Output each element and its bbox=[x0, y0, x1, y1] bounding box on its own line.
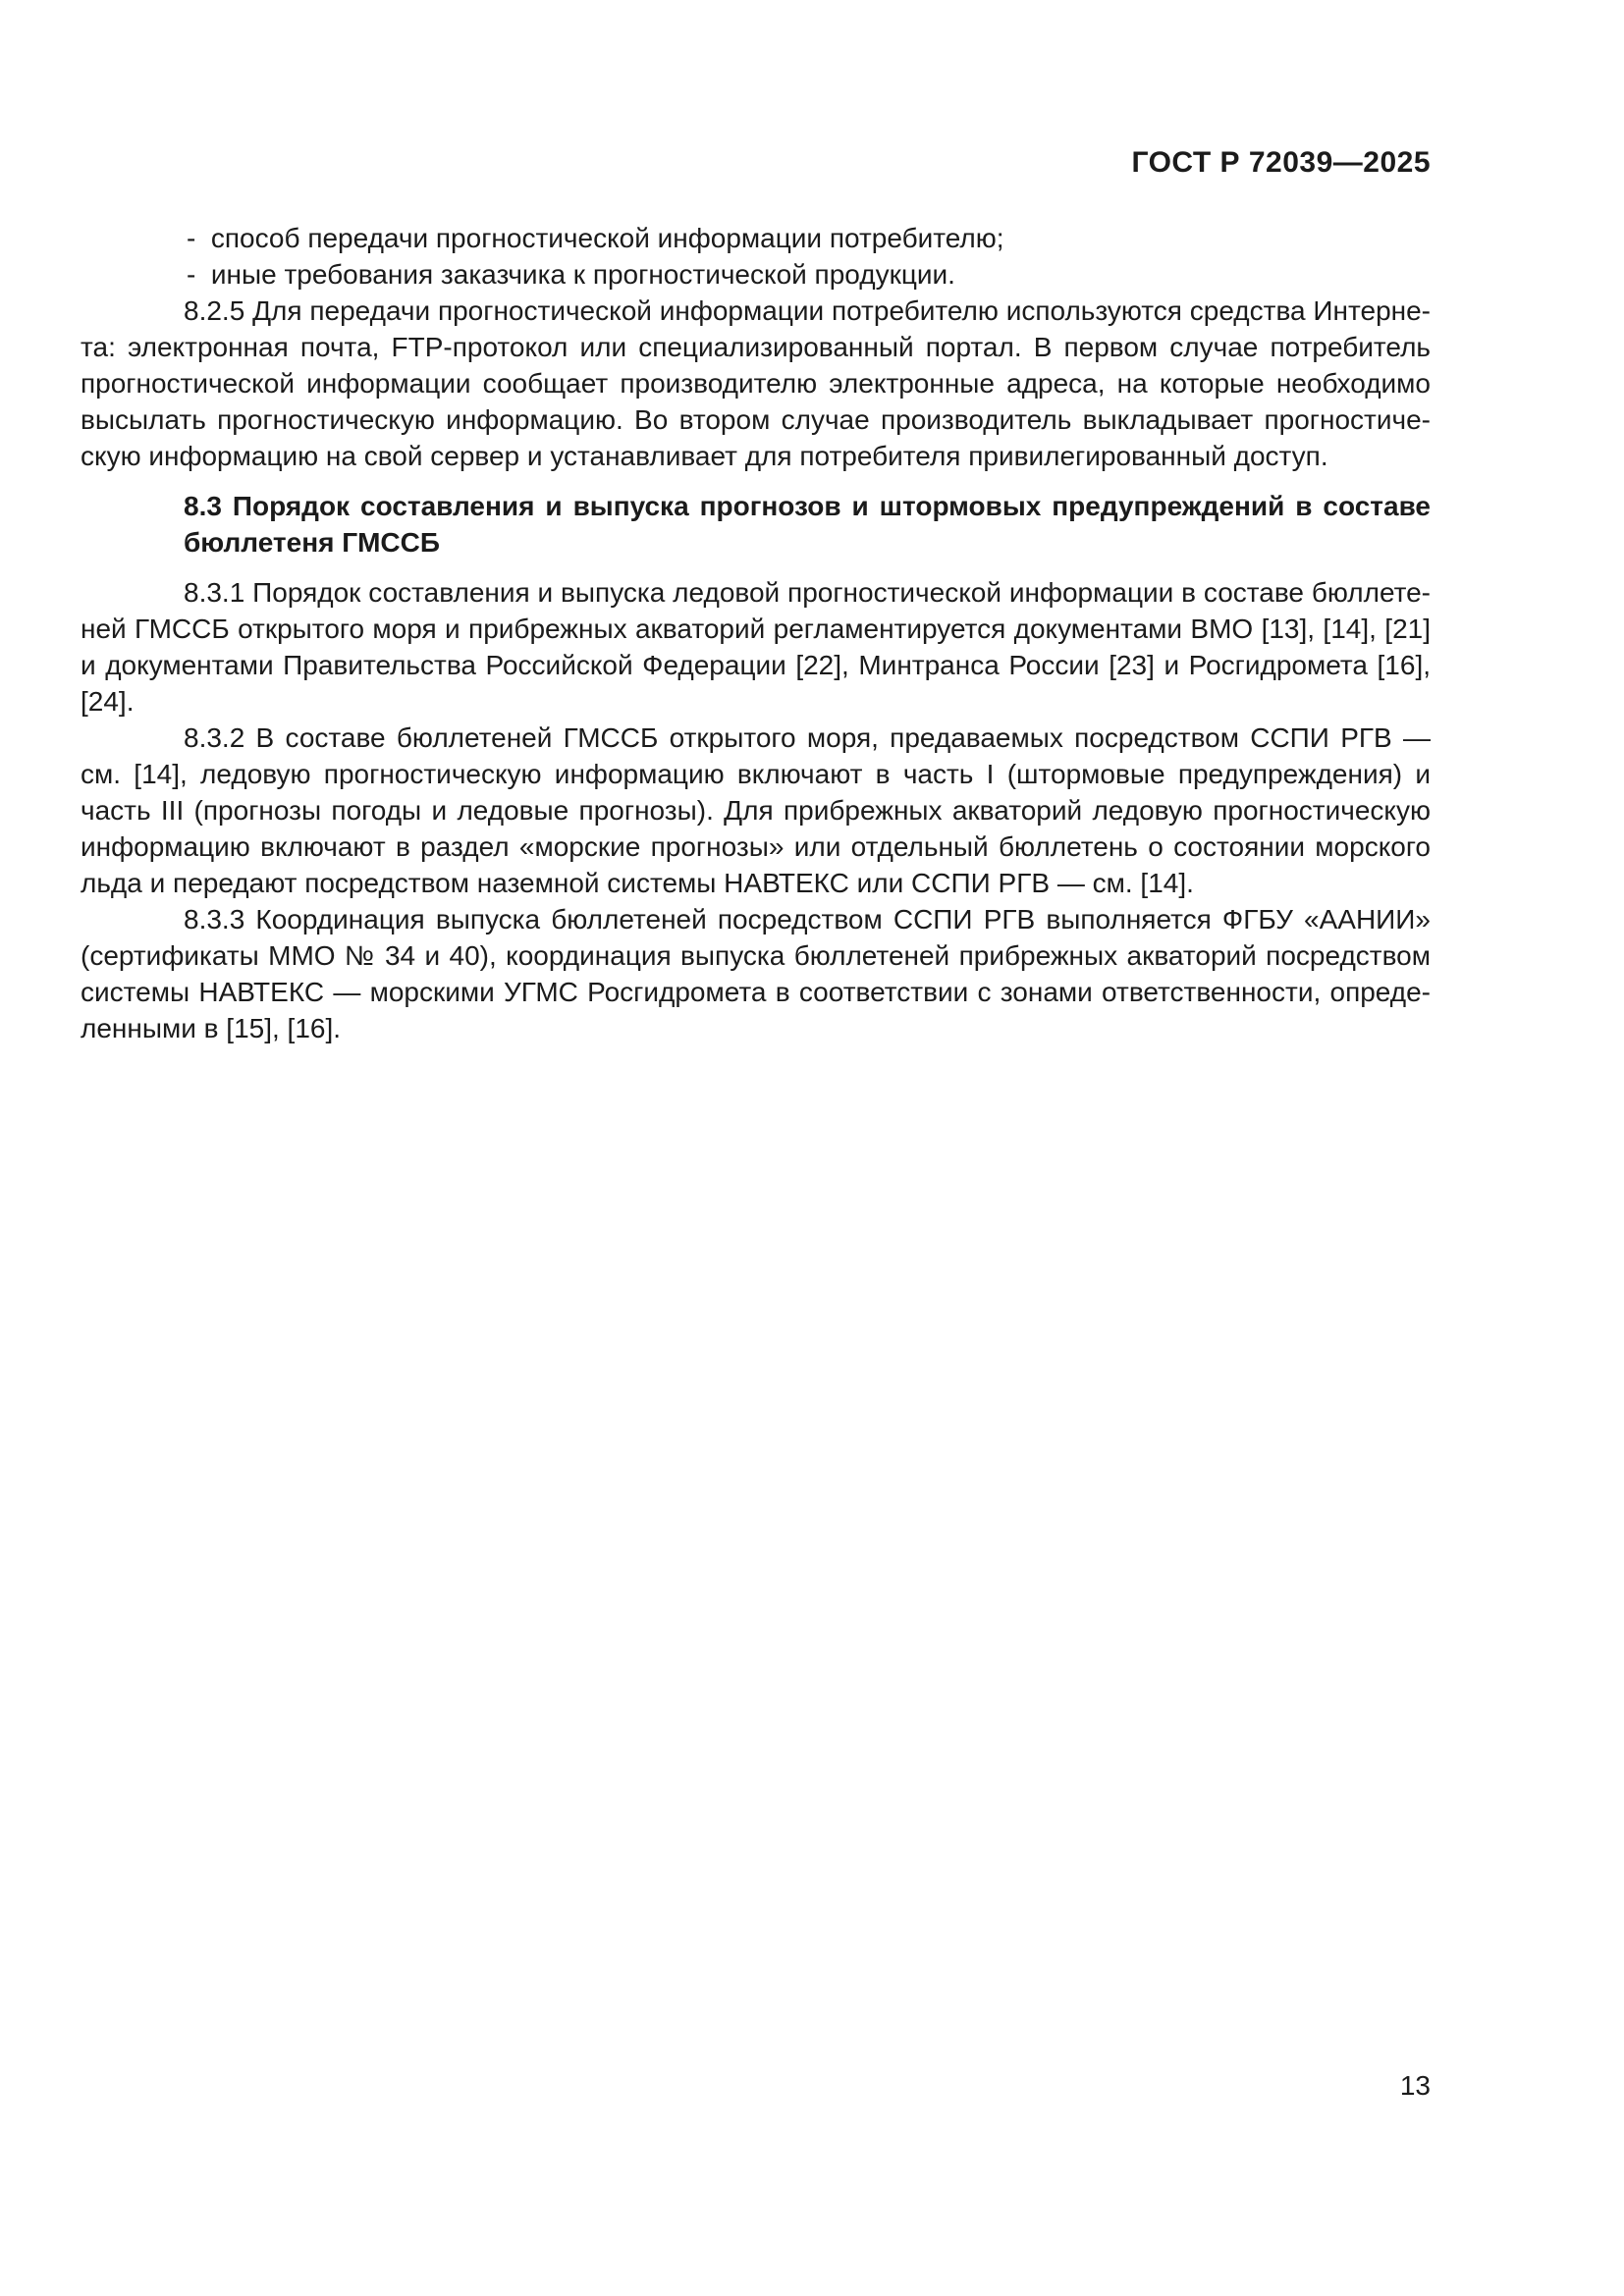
text-line: (сертификаты ММО № 34 и 40), координация выпуска бюллетеней прибрежных акваторий посредством bbox=[81, 940, 1431, 971]
text-line: 8.3.2 В составе бюллетеней ГМССБ открытого моря, предаваемых посредством ССПИ РГВ — bbox=[184, 722, 1431, 753]
text-line: информацию включают в раздел «морские прогнозы» или отдельный бюллетень о состоянии морского bbox=[81, 831, 1431, 862]
list-item: - иные требования заказчика к прогностической продукции. bbox=[187, 259, 955, 290]
section-heading-8-3 bbox=[81, 488, 1431, 561]
paragraph-8-3-3 bbox=[81, 901, 1431, 1046]
text-line: часть III (прогнозы погоды и ледовые прогнозы). Для прибрежных акваторий ледовую прогностическую bbox=[81, 795, 1431, 826]
text-line: скую информацию на свой сервер и устанавливает для потребителя привилегированный доступ. bbox=[81, 441, 1328, 471]
text-line: та: электронная почта, FTP-протокол или специализированный портал. В первом случае потребитель bbox=[81, 332, 1431, 362]
text-line: высылать прогностическую информацию. Во втором случае производитель выкладывает прогностиче- bbox=[81, 404, 1431, 435]
bulleted-list bbox=[81, 220, 1431, 293]
text-line: [24]. bbox=[81, 686, 135, 717]
text-line: 8.2.5 Для передачи прогностической информации потребителю используются средства Интерне- bbox=[184, 295, 1431, 326]
text-line: ней ГМССБ открытого моря и прибрежных акваторий регламентируется документами ВМО [13], [14], [21] bbox=[81, 614, 1431, 644]
text-line: см. [14], ледовую прогностическую информацию включают в часть I (штормовые предупреждения) и bbox=[81, 759, 1431, 789]
paragraph-8-3-2 bbox=[81, 720, 1431, 901]
list-item: - способ передачи прогностической информации потребителю; bbox=[187, 223, 1004, 253]
text-line: прогностической информации сообщает производителю электронные адреса, на которые необходимо bbox=[81, 368, 1431, 399]
text-line: 8.3.1 Порядок составления и выпуска ледовой прогностической информации в составе бюллете- bbox=[184, 577, 1431, 608]
text-line: системы НАВТЕКС — морскими УГМС Росгидромета в соответствии с зонами ответственности, опреде- bbox=[81, 977, 1431, 1007]
page-number: 13 bbox=[1399, 2070, 1431, 2101]
heading-line: 8.3 Порядок составления и выпуска прогнозов и штормовых предупреждений в составе bbox=[184, 491, 1431, 521]
heading-line: бюллетеня ГМССБ bbox=[184, 527, 440, 558]
paragraph-8-2-5 bbox=[81, 293, 1431, 474]
text-line: ленными в [15], [16]. bbox=[81, 1013, 342, 1043]
standard-designation-header: ГОСТ Р 72039—2025 bbox=[1131, 146, 1431, 179]
text-line: 8.3.3 Координация выпуска бюллетеней посредством ССПИ РГВ выполняется ФГБУ «ААНИИ» bbox=[184, 904, 1431, 934]
paragraph-8-3-1 bbox=[81, 574, 1431, 720]
text-line: и документами Правительства Российской Федерации [22], Минтранса России [23] и Росгидромета [16], bbox=[81, 650, 1431, 680]
page-body bbox=[81, 220, 1431, 1046]
text-line: льда и передают посредством наземной системы НАВТЕКС или ССПИ РГВ — см. [14]. bbox=[81, 868, 1194, 898]
